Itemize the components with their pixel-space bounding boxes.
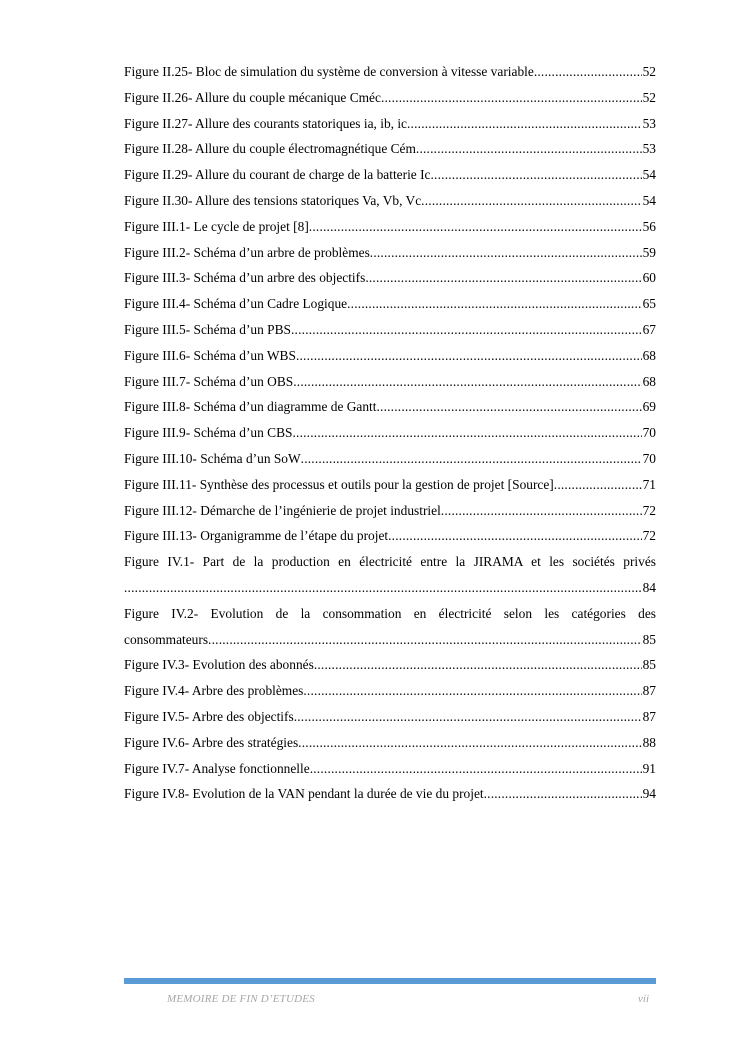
toc-entry: Figure IV.3- Evolution des abonnés ..... 85 [124, 652, 656, 678]
toc-entry: Figure III.6- Schéma d’un WBS ..... 68 [124, 343, 656, 369]
list-of-figures [124, 59, 656, 807]
toc-entry: Figure II.27- Allure des courants statoriques ia, ib, ic ..... 53 [124, 111, 656, 137]
toc-entry: Figure III.3- Schéma d’un arbre des objectifs ..... 60 [124, 265, 656, 291]
toc-entry: Figure III.1- Le cycle de projet [8] ..... 56 [124, 214, 656, 240]
toc-entry: Figure III.5- Schéma d’un PBS ..... 67 [124, 317, 656, 343]
toc-entry: Figure III.2- Schéma d’un arbre de problèmes ..... 59 [124, 240, 656, 266]
toc-entry: Figure III.9- Schéma d’un CBS ..... 70 [124, 420, 656, 446]
toc-entry: Figure IV.5- Arbre des objectifs ..... 87 [124, 704, 656, 730]
toc-entry: Figure III.12- Démarche de l’ingénierie de projet industriel ..... 72 [124, 498, 656, 524]
toc-entry: Figure III.11- Synthèse des processus et outils pour la gestion de projet [Source] ..... 71 [124, 472, 656, 498]
footer-page-number: vii [638, 993, 649, 1005]
toc-entry: Figure II.29- Allure du courant de charge de la batterie Ic ..... 54 [124, 162, 656, 188]
toc-entry: Figure II.26- Allure du couple mécanique Cméc ..... 52 [124, 85, 656, 111]
toc-entry: Figure III.13- Organigramme de l’étape du projet ..... 72 [124, 523, 656, 549]
toc-entry: Figure IV.7- Analyse fonctionnelle ..... 91 [124, 756, 656, 782]
toc-entry: Figure IV.8- Evolution de la VAN pendant la durée de vie du projet ..... 94 [124, 781, 656, 807]
toc-entry: Figure II.25- Bloc de simulation du système de conversion à vitesse variable ..... 52 [124, 59, 656, 85]
toc-entry: Figure III.7- Schéma d’un OBS ..... 68 [124, 369, 656, 395]
toc-entry: Figure III.4- Schéma d’un Cadre Logique ..... 65 [124, 291, 656, 317]
toc-entry: Figure IV.4- Arbre des problèmes ..... 87 [124, 678, 656, 704]
toc-entry: Figure III.10- Schéma d’un SoW ..... 70 [124, 446, 656, 472]
toc-entry: Figure IV.6- Arbre des stratégies ..... 88 [124, 730, 656, 756]
toc-entry: Figure II.28- Allure du couple électromagnétique Cém ..... 53 [124, 136, 656, 162]
toc-entry-continuation: consommateurs ..... 85 [124, 627, 656, 653]
toc-entry: Figure III.8- Schéma d’un diagramme de Gantt ..... 69 [124, 394, 656, 420]
toc-entry: Figure II.30- Allure des tensions statoriques Va, Vb, Vc ..... 54 [124, 188, 656, 214]
toc-entry-continuation: ..... 84 [124, 575, 656, 601]
footer-divider-bar [124, 978, 656, 984]
toc-entry-wrapped-line: Figure IV.1- Part de la production en électricité entre la JIRAMA et les sociétés privés [124, 554, 656, 570]
toc-entry-wrapped-line: Figure IV.2- Evolution de la consommation en électricité selon les catégories des [124, 605, 656, 621]
footer-title: MEMOIRE DE FIN D’ETUDES [167, 993, 315, 1005]
